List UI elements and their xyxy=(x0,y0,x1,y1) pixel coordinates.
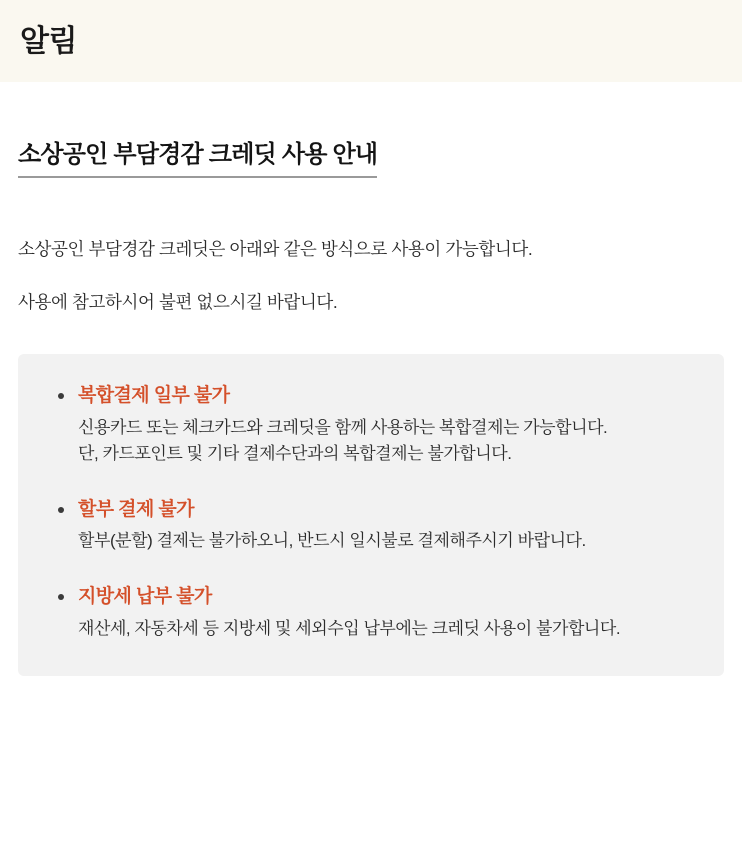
notice-item xyxy=(44,384,698,467)
notice-box xyxy=(18,354,724,675)
page-header xyxy=(0,0,742,82)
bullet-icon xyxy=(58,507,64,513)
intro-paragraphs xyxy=(18,236,724,316)
notice-heading: 복합결제 일부 불가 xyxy=(78,385,230,407)
document-title-wrapper xyxy=(18,82,724,194)
notice-line: 단, 카드포인트 및 기타 결제수단과의 복합결제는 불가합니다. xyxy=(78,444,512,464)
bullet-icon xyxy=(58,393,64,399)
notice-item xyxy=(44,498,698,555)
page-content xyxy=(0,82,742,676)
document-title: 소상공인 부담경감 크레딧 사용 안내 xyxy=(18,140,377,178)
notice-line: 신용카드 또는 체크카드와 크레딧을 함께 사용하는 복합결제는 가능합니다. xyxy=(78,418,608,438)
notice-heading: 지방세 납부 불가 xyxy=(78,585,212,607)
notice-item xyxy=(44,585,698,642)
notice-heading: 할부 결제 불가 xyxy=(78,498,194,520)
page-title: 알림 xyxy=(20,24,77,58)
intro-paragraph-2: 사용에 참고하시어 불편 없으시길 바랍니다. xyxy=(18,292,338,313)
notice-line: 재산세, 자동차세 등 지방세 및 세외수입 납부에는 크레딧 사용이 불가합니다. xyxy=(78,618,621,638)
notice-line: 할부(분할) 결제는 불가하오니, 반드시 일시불로 결제해주시기 바랍니다. xyxy=(78,531,586,551)
intro-paragraph-1: 소상공인 부담경감 크레딧은 아래와 같은 방식으로 사용이 가능합니다. xyxy=(18,239,533,260)
bullet-icon xyxy=(58,594,64,600)
